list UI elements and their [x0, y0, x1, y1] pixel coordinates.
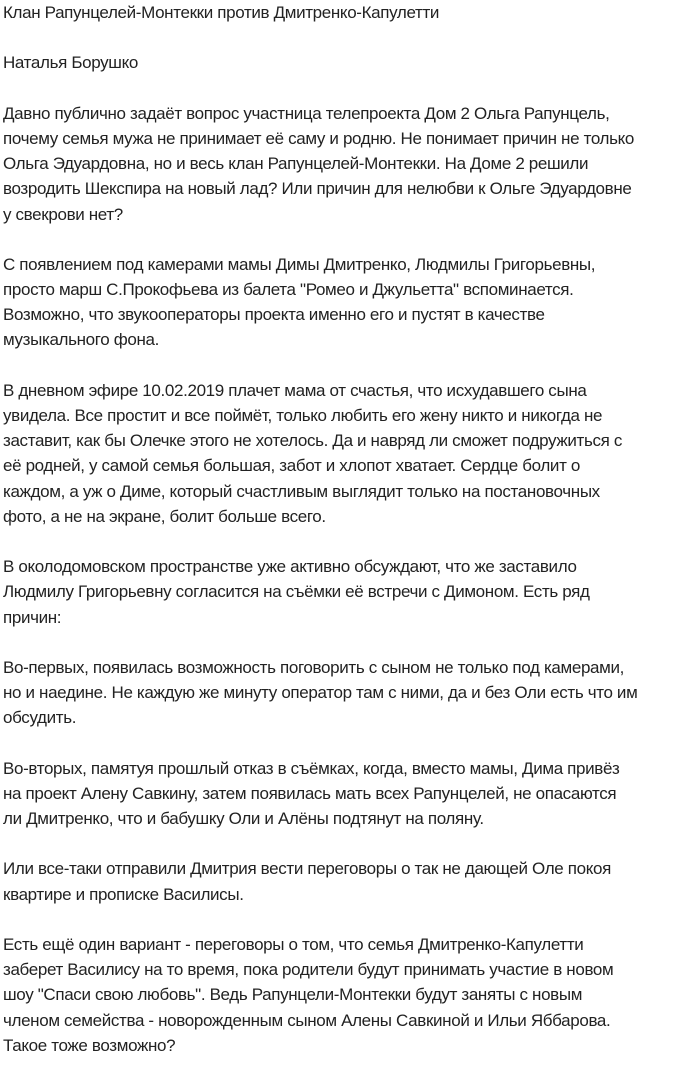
paragraph-line: С появлением под камерами мамы Димы Дмитренко, Людмилы Григорьевны, — [3, 254, 596, 274]
paragraph-line: Такое тоже возможно? — [3, 1035, 176, 1055]
paragraph-line: просто марш С.Прокофьева из балета "Ромео и Джульетта" вспоминается. — [3, 280, 574, 300]
article-title — [3, 0, 699, 25]
paragraph-line: увидела. Все простит и все поймёт, только любить его жену никто и никогда не — [3, 406, 603, 425]
paragraph-line: почему семья мужа не принимает её саму и родню. Не понимает причин не только — [3, 128, 635, 148]
paragraph-line: членом семейства - новорожденным сыном Алены Савкиной и Ильи Яббарова. — [3, 1010, 611, 1030]
paragraph — [3, 378, 699, 529]
paragraph-line: шоу "Спаси свою любовь". Ведь Рапунцели-Монтекки будут заняты с новым — [3, 985, 583, 1005]
title-line: Клан Рапунцелей-Монтекки против Дмитренко-Капулетти — [3, 3, 440, 22]
paragraph — [3, 554, 699, 630]
article-body — [3, 101, 699, 1058]
paragraph-line: каждом, а уж о Диме, который счастливым выглядит только на постановочных — [3, 481, 600, 501]
article — [3, 0, 699, 1083]
paragraph-line: причин: — [3, 607, 62, 627]
paragraph-line: у свекрови нет? — [3, 204, 123, 224]
paragraph — [3, 655, 699, 731]
paragraph-line: Давно публично задаёт вопрос участница телепроекта Дом 2 Ольга Рапунцель, — [3, 103, 610, 123]
paragraph-line: Людмилу Григорьевну согласится на съёмки её встречи с Димоном. Есть ряд — [3, 582, 590, 602]
paragraph — [3, 932, 699, 1058]
paragraph-line: музыкального фона. — [3, 330, 159, 350]
paragraph-line: Есть ещё один вариант - переговоры о том, что семья Дмитренко-Капулетти — [3, 934, 584, 954]
paragraph — [3, 756, 699, 832]
paragraph-line: её родней, у самой семья большая, забот и хлопот хватает. Сердце болит о — [3, 456, 580, 476]
paragraph-line: Возможно, что звукооператоры проекта именно его и пустят в качестве — [3, 305, 545, 325]
paragraph-line: на проект Алену Савкину, затем появилась мать всех Рапунцелей, не опасаются — [3, 783, 617, 803]
paragraph-line: ли Дмитренко, что и бабушку Оли и Алёны подтянут на поляну. — [3, 809, 484, 828]
paragraph-line: квартире и прописке Василисы. — [3, 884, 244, 904]
paragraph — [3, 252, 699, 353]
paragraph-line: Во-первых, появилась возможность поговорить с сыном не только под камерами, — [3, 657, 625, 677]
paragraph — [3, 856, 699, 906]
paragraph-line: возродить Шекспира на новый лад? Или причин для нелюбви к Ольге Эдуардовне — [3, 179, 632, 199]
paragraph-line: В околодомовском пространстве уже активно обсуждают, что же заставило — [3, 557, 577, 577]
paragraph-line: заберет Василису на то время, пока родители будут принимать участие в новом — [3, 960, 614, 980]
paragraph-line: В дневном эфире 10.02.2019 плачет мама от счастья, что исхудавшего сына — [3, 380, 587, 400]
paragraph — [3, 101, 699, 227]
paragraph-line: Или все-таки отправили Дмитрия вести переговоры о так не дающей Оле покоя — [3, 859, 611, 879]
paragraph-line: обсудить. — [3, 708, 77, 728]
paragraph-line: но и наедине. Не каждую же минуту оператор там с ними, да и без Оли есть что им — [3, 683, 638, 703]
paragraph-line: фото, а не на экране, болит больше всего. — [3, 506, 326, 526]
paragraph-line: заставит, как бы Олечке этого не хотелось. Да и навряд ли сможет подружиться с — [3, 431, 623, 451]
paragraph-line: Во-вторых, памятуя прошлый отказ в съёмках, когда, вместо мамы, Дима привёз — [3, 758, 620, 778]
article-author — [3, 50, 699, 75]
author-line: Наталья Борушко — [3, 53, 138, 73]
paragraph-line: Ольга Эдуардовна, но и весь клан Рапунцелей-Монтекки. На Доме 2 решили — [3, 154, 589, 174]
